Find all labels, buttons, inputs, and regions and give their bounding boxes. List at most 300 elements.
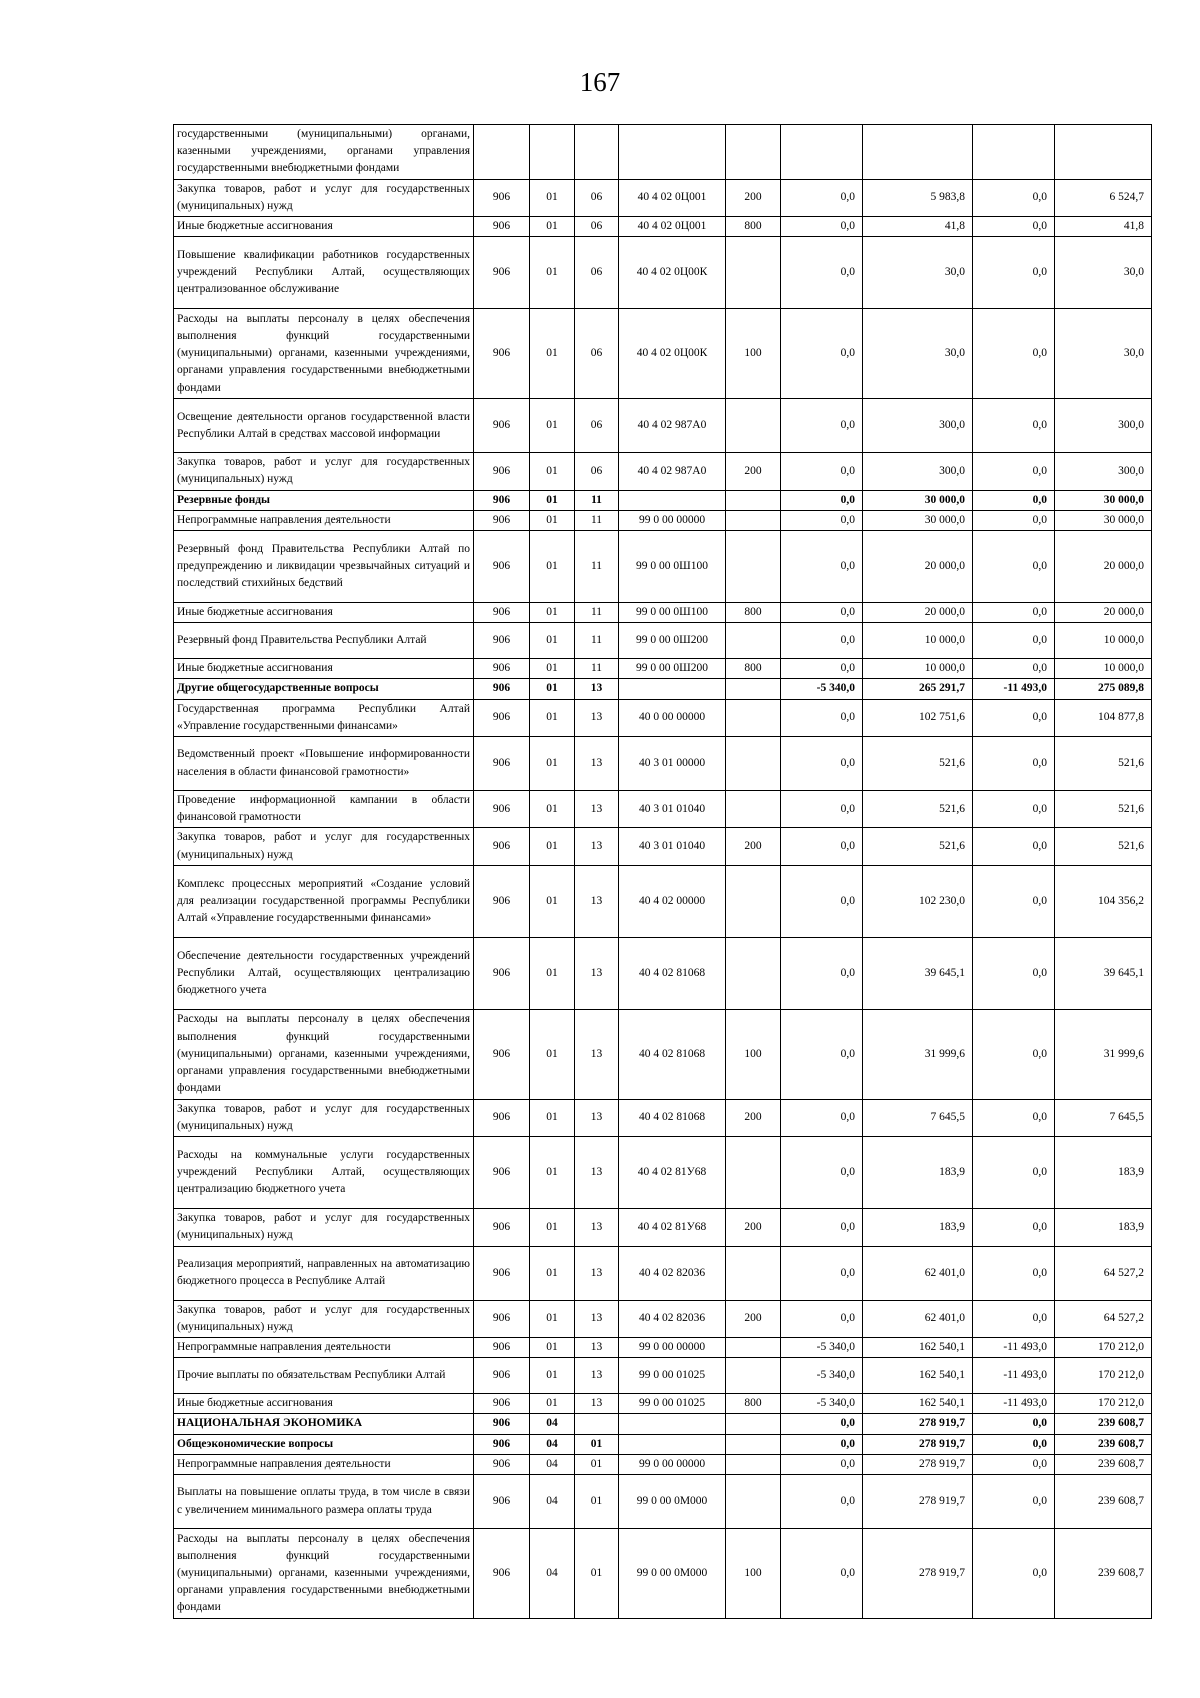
cell-subsection: 13 bbox=[575, 828, 619, 865]
cell-amount-change-2: 0,0 bbox=[973, 865, 1055, 937]
cell-ved-code: 906 bbox=[474, 1338, 530, 1358]
cell-amount-change-2: 0,0 bbox=[973, 490, 1055, 510]
cell-target-article: 99 0 00 0Ш100 bbox=[619, 531, 726, 603]
table-row bbox=[174, 453, 1152, 490]
cell-target-article bbox=[619, 1414, 726, 1434]
cell-amount-change-1: 0,0 bbox=[781, 1414, 863, 1434]
cell-target-article: 99 0 00 00000 bbox=[619, 1338, 726, 1358]
cell-amount-change-2: 0,0 bbox=[973, 531, 1055, 603]
row-name: Повышение квалификации работников государственных учреждений Республики Алтай, осуществляющих централизованное обслуживание bbox=[174, 237, 474, 309]
cell-expense-type bbox=[726, 1475, 781, 1529]
cell-target-article: 40 3 01 00000 bbox=[619, 737, 726, 791]
cell-subsection: 13 bbox=[575, 1394, 619, 1414]
row-name: Другие общегосударственные вопросы bbox=[174, 679, 474, 699]
cell-amount-change-2: -11 493,0 bbox=[973, 1338, 1055, 1358]
cell-expense-type: 800 bbox=[726, 217, 781, 237]
cell-target-article: 99 0 00 00000 bbox=[619, 1454, 726, 1474]
cell-amount-year-1: 30 000,0 bbox=[863, 510, 973, 530]
table-row bbox=[174, 217, 1152, 237]
cell-amount-change-2: 0,0 bbox=[973, 828, 1055, 865]
cell-ved-code: 906 bbox=[474, 453, 530, 490]
table-row bbox=[174, 1394, 1152, 1414]
cell-target-article: 99 0 00 0М000 bbox=[619, 1475, 726, 1529]
cell-amount-year-1: 162 540,1 bbox=[863, 1338, 973, 1358]
cell-ved-code: 906 bbox=[474, 623, 530, 659]
cell-amount-change-1: 0,0 bbox=[781, 1009, 863, 1099]
cell-section: 04 bbox=[530, 1529, 575, 1619]
cell-section: 01 bbox=[530, 490, 575, 510]
table-row bbox=[174, 1246, 1152, 1300]
cell-amount-change-1: 0,0 bbox=[781, 490, 863, 510]
cell-section: 01 bbox=[530, 828, 575, 865]
cell-amount-change-1: 0,0 bbox=[781, 1434, 863, 1454]
cell-ved-code: 906 bbox=[474, 237, 530, 309]
cell-subsection: 13 bbox=[575, 679, 619, 699]
cell-amount-change-2: 0,0 bbox=[973, 791, 1055, 828]
cell-amount-change-1: 0,0 bbox=[781, 1209, 863, 1246]
cell-target-article: 99 0 00 0М000 bbox=[619, 1529, 726, 1619]
cell-amount-change-1: -5 340,0 bbox=[781, 1358, 863, 1394]
cell-amount-change-1 bbox=[781, 125, 863, 180]
cell-expense-type: 200 bbox=[726, 828, 781, 865]
cell-target-article: 40 4 02 81068 bbox=[619, 1009, 726, 1099]
cell-amount-change-1: 0,0 bbox=[781, 179, 863, 216]
table-row bbox=[174, 699, 1152, 736]
cell-target-article bbox=[619, 125, 726, 180]
row-name: Расходы на выплаты персоналу в целях обеспечения выполнения функций государственными (муниципальными) органами, казенными учреждениями, органами управления государственными внебюджетными фондами bbox=[174, 1529, 474, 1619]
cell-subsection: 06 bbox=[575, 237, 619, 309]
cell-amount-change-1: 0,0 bbox=[781, 699, 863, 736]
cell-amount-year-2: 30,0 bbox=[1055, 237, 1152, 309]
cell-subsection: 13 bbox=[575, 1099, 619, 1136]
cell-amount-year-2: 10 000,0 bbox=[1055, 623, 1152, 659]
table-row bbox=[174, 937, 1152, 1009]
cell-amount-change-1: 0,0 bbox=[781, 737, 863, 791]
cell-ved-code: 906 bbox=[474, 490, 530, 510]
cell-section: 01 bbox=[530, 510, 575, 530]
cell-amount-change-1: 0,0 bbox=[781, 510, 863, 530]
budget-table bbox=[173, 124, 1152, 1619]
cell-amount-change-2: 0,0 bbox=[973, 237, 1055, 309]
cell-expense-type bbox=[726, 1434, 781, 1454]
row-name: государственными (муниципальными) органами, казенными учреждениями, органами управления государственными внебюджетными фондами bbox=[174, 125, 474, 180]
cell-ved-code bbox=[474, 125, 530, 180]
row-name: Расходы на выплаты персоналу в целях обеспечения выполнения функций государственными (муниципальными) органами, казенными учреждениями, органами управления государственными внебюджетными фондами bbox=[174, 1009, 474, 1099]
cell-expense-type bbox=[726, 699, 781, 736]
cell-ved-code: 906 bbox=[474, 1009, 530, 1099]
cell-section: 01 bbox=[530, 217, 575, 237]
cell-expense-type bbox=[726, 1454, 781, 1474]
cell-expense-type bbox=[726, 1358, 781, 1394]
cell-subsection: 11 bbox=[575, 659, 619, 679]
cell-expense-type bbox=[726, 399, 781, 453]
cell-amount-change-2: 0,0 bbox=[973, 737, 1055, 791]
cell-ved-code: 906 bbox=[474, 1434, 530, 1454]
cell-expense-type: 800 bbox=[726, 603, 781, 623]
cell-expense-type bbox=[726, 1137, 781, 1209]
cell-amount-change-1: 0,0 bbox=[781, 1300, 863, 1337]
cell-ved-code: 906 bbox=[474, 828, 530, 865]
cell-ved-code: 906 bbox=[474, 1394, 530, 1414]
cell-target-article: 40 4 02 81У68 bbox=[619, 1137, 726, 1209]
cell-amount-year-1: 102 751,6 bbox=[863, 699, 973, 736]
cell-amount-year-1: 278 919,7 bbox=[863, 1454, 973, 1474]
table-row bbox=[174, 1358, 1152, 1394]
table-row bbox=[174, 791, 1152, 828]
cell-expense-type bbox=[726, 510, 781, 530]
table-row bbox=[174, 490, 1152, 510]
cell-amount-change-2: 0,0 bbox=[973, 937, 1055, 1009]
cell-amount-change-1: 0,0 bbox=[781, 1246, 863, 1300]
cell-ved-code: 906 bbox=[474, 1475, 530, 1529]
cell-amount-year-1: 62 401,0 bbox=[863, 1246, 973, 1300]
cell-amount-year-2: 239 608,7 bbox=[1055, 1454, 1152, 1474]
table-row bbox=[174, 603, 1152, 623]
cell-target-article: 40 4 02 0Ц001 bbox=[619, 217, 726, 237]
cell-amount-year-1 bbox=[863, 125, 973, 180]
cell-amount-year-2: 31 999,6 bbox=[1055, 1009, 1152, 1099]
cell-amount-change-2: 0,0 bbox=[973, 510, 1055, 530]
table-row bbox=[174, 1454, 1152, 1474]
cell-expense-type: 800 bbox=[726, 659, 781, 679]
cell-amount-change-2: 0,0 bbox=[973, 1137, 1055, 1209]
cell-amount-year-1: 162 540,1 bbox=[863, 1394, 973, 1414]
cell-subsection: 06 bbox=[575, 179, 619, 216]
cell-subsection: 11 bbox=[575, 603, 619, 623]
row-name: Ведомственный проект «Повышение информированности населения в области финансовой грамотности» bbox=[174, 737, 474, 791]
cell-amount-change-2: 0,0 bbox=[973, 1209, 1055, 1246]
cell-section: 01 bbox=[530, 531, 575, 603]
cell-target-article: 99 0 00 01025 bbox=[619, 1394, 726, 1414]
cell-section: 01 bbox=[530, 865, 575, 937]
cell-subsection: 13 bbox=[575, 737, 619, 791]
cell-ved-code: 906 bbox=[474, 1300, 530, 1337]
cell-amount-year-2: 64 527,2 bbox=[1055, 1246, 1152, 1300]
cell-expense-type bbox=[726, 1338, 781, 1358]
cell-expense-type bbox=[726, 791, 781, 828]
row-name: Непрограммные направления деятельности bbox=[174, 510, 474, 530]
row-name: Закупка товаров, работ и услуг для государственных (муниципальных) нужд bbox=[174, 828, 474, 865]
row-name: Закупка товаров, работ и услуг для государственных (муниципальных) нужд bbox=[174, 1209, 474, 1246]
cell-ved-code: 906 bbox=[474, 791, 530, 828]
cell-amount-year-2 bbox=[1055, 125, 1152, 180]
row-name: Проведение информационной кампании в области финансовой грамотности bbox=[174, 791, 474, 828]
table-row bbox=[174, 1414, 1152, 1434]
cell-amount-year-2: 20 000,0 bbox=[1055, 531, 1152, 603]
cell-amount-change-1: -5 340,0 bbox=[781, 1394, 863, 1414]
cell-amount-year-1: 278 919,7 bbox=[863, 1414, 973, 1434]
cell-expense-type: 200 bbox=[726, 1300, 781, 1337]
cell-subsection: 13 bbox=[575, 1246, 619, 1300]
cell-amount-change-1: 0,0 bbox=[781, 828, 863, 865]
cell-amount-change-2 bbox=[973, 125, 1055, 180]
table-row bbox=[174, 1137, 1152, 1209]
cell-subsection: 06 bbox=[575, 399, 619, 453]
row-name: Расходы на коммунальные услуги государственных учреждений Республики Алтай, осуществляющих централизацию бюджетного учета bbox=[174, 1137, 474, 1209]
cell-section: 04 bbox=[530, 1414, 575, 1434]
cell-amount-change-1: 0,0 bbox=[781, 937, 863, 1009]
cell-section: 01 bbox=[530, 1338, 575, 1358]
cell-subsection: 13 bbox=[575, 1338, 619, 1358]
cell-expense-type bbox=[726, 623, 781, 659]
cell-target-article: 40 4 02 81У68 bbox=[619, 1209, 726, 1246]
cell-amount-year-2: 39 645,1 bbox=[1055, 937, 1152, 1009]
cell-amount-year-1: 5 983,8 bbox=[863, 179, 973, 216]
cell-section: 01 bbox=[530, 791, 575, 828]
table-row bbox=[174, 623, 1152, 659]
cell-subsection bbox=[575, 125, 619, 180]
cell-subsection: 13 bbox=[575, 791, 619, 828]
cell-amount-change-1: 0,0 bbox=[781, 603, 863, 623]
row-name: Комплекс процессных мероприятий «Создание условий для реализации государственной программы Республики Алтай «Управление государственными финансами» bbox=[174, 865, 474, 937]
cell-amount-year-1: 10 000,0 bbox=[863, 659, 973, 679]
cell-amount-year-2: 300,0 bbox=[1055, 399, 1152, 453]
cell-subsection: 01 bbox=[575, 1475, 619, 1529]
cell-amount-change-2: 0,0 bbox=[973, 179, 1055, 216]
cell-section: 01 bbox=[530, 623, 575, 659]
cell-section: 01 bbox=[530, 309, 575, 399]
cell-expense-type: 200 bbox=[726, 453, 781, 490]
cell-ved-code: 906 bbox=[474, 531, 530, 603]
table-row bbox=[174, 1529, 1152, 1619]
cell-amount-change-1: 0,0 bbox=[781, 623, 863, 659]
row-name: Освещение деятельности органов государственной власти Республики Алтай в средствах массовой информации bbox=[174, 399, 474, 453]
cell-amount-change-1: 0,0 bbox=[781, 865, 863, 937]
cell-amount-change-1: 0,0 bbox=[781, 1137, 863, 1209]
cell-target-article: 40 4 02 0Ц00К bbox=[619, 309, 726, 399]
cell-amount-year-1: 31 999,6 bbox=[863, 1009, 973, 1099]
cell-amount-change-2: 0,0 bbox=[973, 603, 1055, 623]
cell-amount-year-2: 300,0 bbox=[1055, 453, 1152, 490]
row-name: Обеспечение деятельности государственных учреждений Республики Алтай, осуществляющих централизацию бюджетного учета bbox=[174, 937, 474, 1009]
cell-amount-year-1: 300,0 bbox=[863, 399, 973, 453]
cell-ved-code: 906 bbox=[474, 1414, 530, 1434]
cell-amount-change-2: 0,0 bbox=[973, 1009, 1055, 1099]
cell-amount-change-2: 0,0 bbox=[973, 699, 1055, 736]
cell-expense-type bbox=[726, 237, 781, 309]
cell-amount-year-2: 30 000,0 bbox=[1055, 490, 1152, 510]
cell-subsection: 13 bbox=[575, 1137, 619, 1209]
row-name: Резервный фонд Правительства Республики Алтай по предупреждению и ликвидации чрезвычайных ситуаций и последствий стихийных бедствий bbox=[174, 531, 474, 603]
cell-amount-change-1: 0,0 bbox=[781, 531, 863, 603]
cell-section: 01 bbox=[530, 1300, 575, 1337]
cell-expense-type bbox=[726, 490, 781, 510]
cell-section: 01 bbox=[530, 1137, 575, 1209]
cell-amount-year-1: 183,9 bbox=[863, 1209, 973, 1246]
cell-expense-type bbox=[726, 1414, 781, 1434]
cell-amount-year-2: 239 608,7 bbox=[1055, 1529, 1152, 1619]
row-name: Закупка товаров, работ и услуг для государственных (муниципальных) нужд bbox=[174, 1300, 474, 1337]
table-row bbox=[174, 510, 1152, 530]
cell-amount-year-1: 102 230,0 bbox=[863, 865, 973, 937]
cell-amount-change-2: 0,0 bbox=[973, 659, 1055, 679]
cell-target-article: 40 4 02 81068 bbox=[619, 937, 726, 1009]
table-row bbox=[174, 531, 1152, 603]
cell-amount-year-2: 521,6 bbox=[1055, 828, 1152, 865]
cell-amount-change-1: 0,0 bbox=[781, 237, 863, 309]
cell-section: 01 bbox=[530, 1246, 575, 1300]
cell-amount-change-2: 0,0 bbox=[973, 1475, 1055, 1529]
table-row bbox=[174, 679, 1152, 699]
cell-subsection: 01 bbox=[575, 1454, 619, 1474]
cell-amount-change-2: -11 493,0 bbox=[973, 1394, 1055, 1414]
table-row bbox=[174, 737, 1152, 791]
row-name: Иные бюджетные ассигнования bbox=[174, 217, 474, 237]
table-row bbox=[174, 659, 1152, 679]
cell-section: 04 bbox=[530, 1454, 575, 1474]
cell-section bbox=[530, 125, 575, 180]
cell-amount-year-2: 30,0 bbox=[1055, 309, 1152, 399]
cell-amount-change-1: 0,0 bbox=[781, 791, 863, 828]
row-name: Иные бюджетные ассигнования bbox=[174, 1394, 474, 1414]
cell-subsection: 06 bbox=[575, 453, 619, 490]
cell-section: 01 bbox=[530, 399, 575, 453]
cell-amount-year-1: 521,6 bbox=[863, 737, 973, 791]
cell-ved-code: 906 bbox=[474, 865, 530, 937]
cell-section: 01 bbox=[530, 1394, 575, 1414]
cell-ved-code: 906 bbox=[474, 179, 530, 216]
cell-amount-change-2: 0,0 bbox=[973, 1246, 1055, 1300]
cell-expense-type bbox=[726, 125, 781, 180]
cell-amount-change-2: -11 493,0 bbox=[973, 679, 1055, 699]
cell-amount-year-1: 30,0 bbox=[863, 309, 973, 399]
cell-ved-code: 906 bbox=[474, 1358, 530, 1394]
cell-target-article: 40 4 02 0Ц001 bbox=[619, 179, 726, 216]
table-row bbox=[174, 237, 1152, 309]
cell-subsection: 13 bbox=[575, 937, 619, 1009]
cell-amount-year-1: 20 000,0 bbox=[863, 603, 973, 623]
cell-amount-change-2: 0,0 bbox=[973, 1529, 1055, 1619]
cell-target-article: 99 0 00 0Ш200 bbox=[619, 623, 726, 659]
cell-expense-type bbox=[726, 737, 781, 791]
row-name: Расходы на выплаты персоналу в целях обеспечения выполнения функций государственными (муниципальными) органами, казенными учреждениями, органами управления государственными внебюджетными фондами bbox=[174, 309, 474, 399]
cell-subsection: 01 bbox=[575, 1529, 619, 1619]
row-name: НАЦИОНАЛЬНАЯ ЭКОНОМИКА bbox=[174, 1414, 474, 1434]
row-name: Государственная программа Республики Алтай «Управление государственными финансами» bbox=[174, 699, 474, 736]
cell-amount-year-1: 521,6 bbox=[863, 791, 973, 828]
cell-amount-year-2: 20 000,0 bbox=[1055, 603, 1152, 623]
cell-target-article: 40 4 02 987А0 bbox=[619, 399, 726, 453]
cell-target-article: 40 4 02 82036 bbox=[619, 1246, 726, 1300]
cell-expense-type bbox=[726, 679, 781, 699]
cell-target-article: 40 3 01 01040 bbox=[619, 828, 726, 865]
cell-amount-year-1: 30 000,0 bbox=[863, 490, 973, 510]
table-row bbox=[174, 399, 1152, 453]
cell-amount-change-1: -5 340,0 bbox=[781, 1338, 863, 1358]
table-row bbox=[174, 125, 1152, 180]
cell-ved-code: 906 bbox=[474, 1209, 530, 1246]
cell-amount-change-2: 0,0 bbox=[973, 1300, 1055, 1337]
table-row bbox=[174, 1300, 1152, 1337]
cell-amount-year-1: 39 645,1 bbox=[863, 937, 973, 1009]
cell-target-article bbox=[619, 679, 726, 699]
cell-subsection: 01 bbox=[575, 1434, 619, 1454]
cell-target-article: 99 0 00 0Ш200 bbox=[619, 659, 726, 679]
table-row bbox=[174, 1209, 1152, 1246]
cell-ved-code: 906 bbox=[474, 217, 530, 237]
row-name: Выплаты на повышение оплаты труда, в том числе в связи с увеличением минимального размера оплаты труда bbox=[174, 1475, 474, 1529]
cell-amount-change-2: 0,0 bbox=[973, 217, 1055, 237]
cell-target-article bbox=[619, 490, 726, 510]
cell-expense-type bbox=[726, 531, 781, 603]
table-row bbox=[174, 865, 1152, 937]
cell-ved-code: 906 bbox=[474, 309, 530, 399]
cell-amount-year-1: 162 540,1 bbox=[863, 1358, 973, 1394]
cell-section: 01 bbox=[530, 453, 575, 490]
cell-amount-year-1: 278 919,7 bbox=[863, 1434, 973, 1454]
cell-section: 01 bbox=[530, 1009, 575, 1099]
cell-section: 01 bbox=[530, 937, 575, 1009]
cell-amount-year-2: 183,9 bbox=[1055, 1137, 1152, 1209]
cell-expense-type: 800 bbox=[726, 1394, 781, 1414]
table-row bbox=[174, 1434, 1152, 1454]
cell-amount-year-1: 300,0 bbox=[863, 453, 973, 490]
table-row bbox=[174, 1099, 1152, 1136]
cell-section: 01 bbox=[530, 679, 575, 699]
cell-ved-code: 906 bbox=[474, 1246, 530, 1300]
cell-amount-year-2: 275 089,8 bbox=[1055, 679, 1152, 699]
cell-amount-year-2: 10 000,0 bbox=[1055, 659, 1152, 679]
cell-target-article: 40 4 02 81068 bbox=[619, 1099, 726, 1136]
cell-amount-year-1: 20 000,0 bbox=[863, 531, 973, 603]
cell-amount-change-1: 0,0 bbox=[781, 1454, 863, 1474]
table-row bbox=[174, 828, 1152, 865]
cell-section: 01 bbox=[530, 699, 575, 736]
cell-amount-change-1: 0,0 bbox=[781, 1099, 863, 1136]
row-name: Закупка товаров, работ и услуг для государственных (муниципальных) нужд bbox=[174, 1099, 474, 1136]
cell-amount-year-2: 64 527,2 bbox=[1055, 1300, 1152, 1337]
cell-subsection bbox=[575, 1414, 619, 1434]
cell-expense-type: 100 bbox=[726, 1529, 781, 1619]
row-name: Общеэкономические вопросы bbox=[174, 1434, 474, 1454]
cell-ved-code: 906 bbox=[474, 937, 530, 1009]
cell-ved-code: 906 bbox=[474, 699, 530, 736]
row-name: Резервный фонд Правительства Республики Алтай bbox=[174, 623, 474, 659]
row-name: Иные бюджетные ассигнования bbox=[174, 659, 474, 679]
cell-target-article: 40 3 01 01040 bbox=[619, 791, 726, 828]
cell-target-article: 40 4 02 0Ц00К bbox=[619, 237, 726, 309]
cell-target-article: 40 4 02 987А0 bbox=[619, 453, 726, 490]
cell-amount-change-2: 0,0 bbox=[973, 309, 1055, 399]
cell-target-article: 40 0 00 00000 bbox=[619, 699, 726, 736]
cell-amount-change-1: 0,0 bbox=[781, 217, 863, 237]
cell-amount-year-1: 10 000,0 bbox=[863, 623, 973, 659]
cell-section: 04 bbox=[530, 1434, 575, 1454]
table-row bbox=[174, 1338, 1152, 1358]
cell-subsection: 13 bbox=[575, 1300, 619, 1337]
cell-amount-change-2: 0,0 bbox=[973, 399, 1055, 453]
cell-amount-change-1: 0,0 bbox=[781, 453, 863, 490]
cell-ved-code: 906 bbox=[474, 399, 530, 453]
cell-amount-year-1: 7 645,5 bbox=[863, 1099, 973, 1136]
cell-amount-year-1: 278 919,7 bbox=[863, 1475, 973, 1529]
cell-ved-code: 906 bbox=[474, 1137, 530, 1209]
cell-section: 01 bbox=[530, 179, 575, 216]
cell-section: 01 bbox=[530, 237, 575, 309]
cell-amount-year-2: 521,6 bbox=[1055, 791, 1152, 828]
cell-amount-year-1: 521,6 bbox=[863, 828, 973, 865]
cell-amount-change-1: 0,0 bbox=[781, 659, 863, 679]
cell-section: 01 bbox=[530, 1358, 575, 1394]
cell-amount-year-2: 104 877,8 bbox=[1055, 699, 1152, 736]
table-body bbox=[174, 125, 1152, 1619]
cell-subsection: 11 bbox=[575, 490, 619, 510]
cell-target-article: 99 0 00 00000 bbox=[619, 510, 726, 530]
cell-amount-change-1: 0,0 bbox=[781, 399, 863, 453]
cell-amount-year-2: 170 212,0 bbox=[1055, 1394, 1152, 1414]
cell-section: 01 bbox=[530, 603, 575, 623]
cell-amount-change-2: 0,0 bbox=[973, 623, 1055, 659]
